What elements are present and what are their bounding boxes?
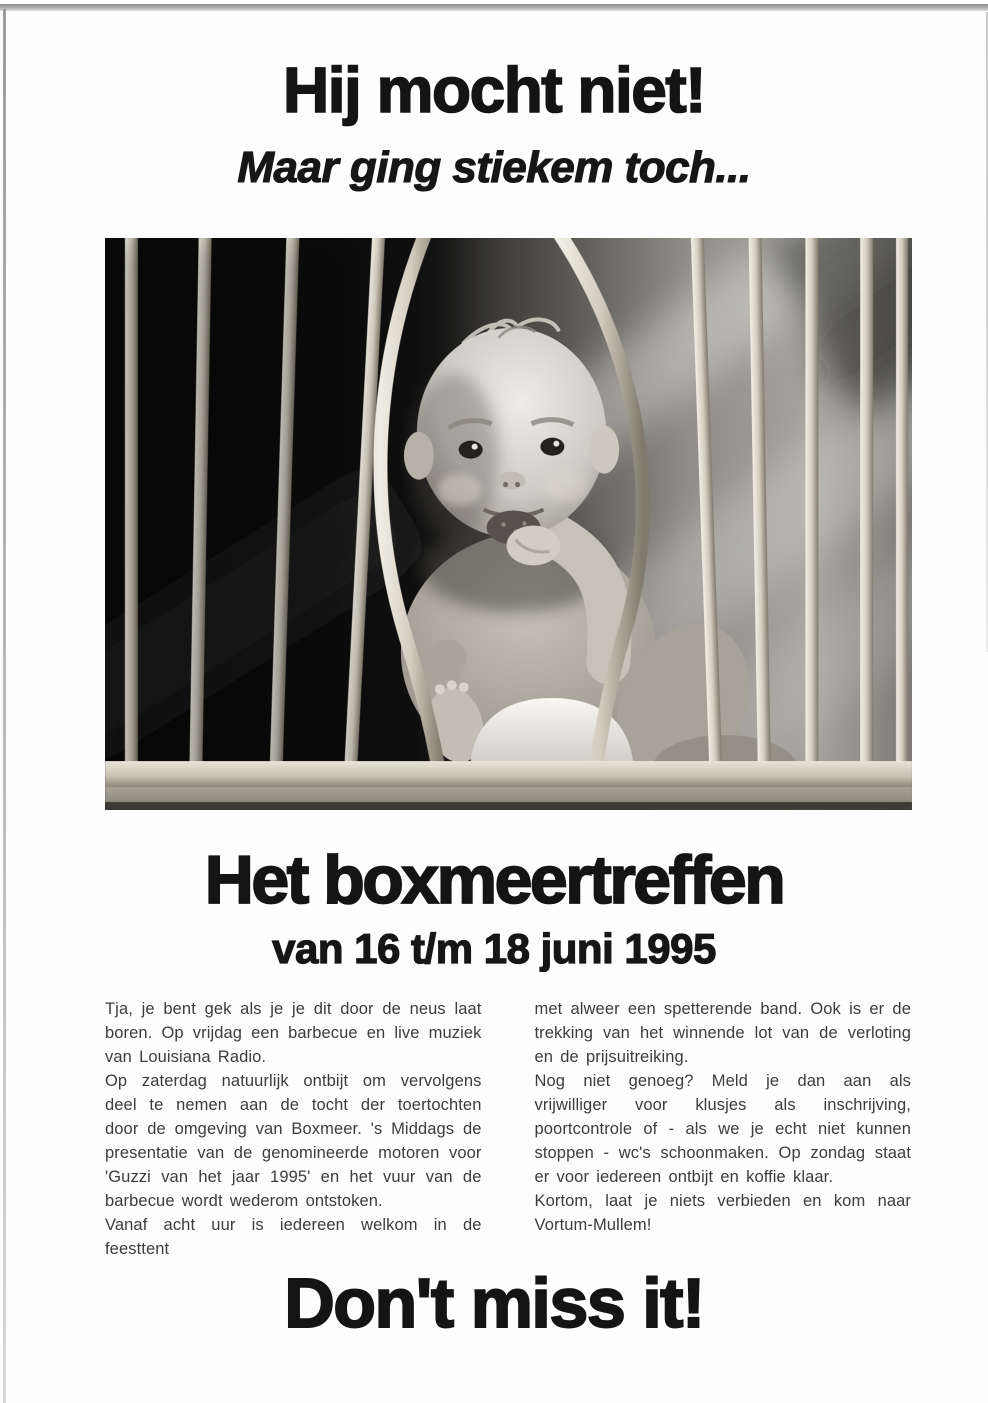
paragraph-right-3: Kortom, laat je niets verbieden en kom naar Vortum-Mullem! xyxy=(534,1192,911,1234)
footer-slogan: Don't miss it! xyxy=(284,1264,704,1342)
baby-behind-crib-bars-photo xyxy=(105,238,912,810)
scan-edge-top xyxy=(0,4,988,11)
paragraph-right-2: Nog niet genoeg? Meld je dan aan als vrijwilliger voor klusjes als inschrijving, poortcontrole of - als we je echt niet kunnen stoppen - wc's schoonmaken. Op zondag staat er voor iedereen ontbijt en koffie klaar. xyxy=(534,1072,911,1186)
paragraph-left-2: Op zaterdag natuurlijk ontbijt om vervolgens deel te nemen aan de tocht der toertochten door de omgeving van Boxmeer. 's Middags de presentatie van de genomineerde motoren voor 'Guzzi van het jaar 1995' en het vuur van de barbecue wordt wederom ontstoken. xyxy=(105,1072,482,1210)
event-title: Het boxmeertreffen xyxy=(204,842,784,918)
crib-base-rail xyxy=(105,761,912,810)
left-column xyxy=(105,997,482,1261)
scan-edge-left xyxy=(3,9,6,1403)
right-column xyxy=(535,997,912,1261)
main-title: Hij mocht niet! xyxy=(283,54,705,126)
paragraph-right-1: met alweer een spetterende band. Ook is er de trekking van het winnende lot van de verloting en de prijsuitreiking. xyxy=(534,1000,911,1066)
paragraph-left-3: Vanaf acht uur is iedereen welkom in de feesttent xyxy=(105,1216,482,1258)
paragraph-left-1: Tja, je bent gek als je je dit door de neus laat boren. Op vrijdag een barbecue en live muziek van Louisiana Radio. xyxy=(105,1000,482,1066)
event-dates: van 16 t/m 18 juni 1995 xyxy=(272,925,716,972)
subtitle: Maar ging stiekem toch... xyxy=(237,143,751,192)
baby-behind-bars-illustration xyxy=(105,238,912,810)
body-text-columns xyxy=(105,997,911,1261)
left-shadow-overlay xyxy=(105,238,354,810)
